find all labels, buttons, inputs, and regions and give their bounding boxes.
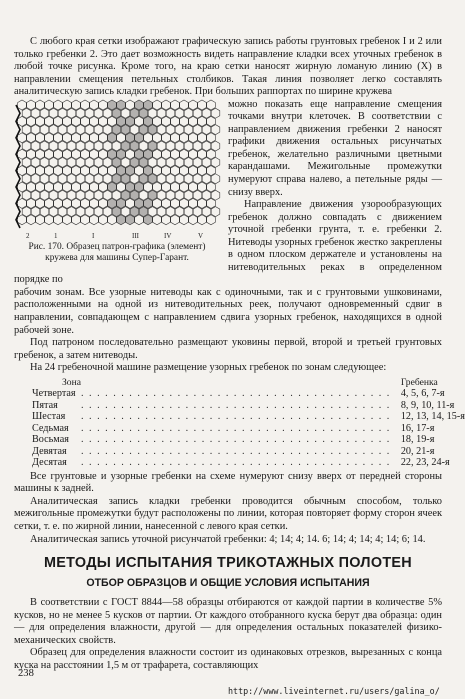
side-paragraph-1: можно показать еще направление смещения точками внутри клеточек. В соответствии с направлением движения гребенки 2 наносят графики движения остальных рисунчатых гребенок, желательно различными цветными карандашами. Межигольные промежутки нумеруют справа налево, а петельные ряды — снизу вверх. [228,98,442,198]
leader-dots: ....................................... [81,457,395,469]
figure-scale-label: I [92,231,95,240]
zone-combs: 4, 5, 6, 7-я [400,388,445,400]
table-row [32,411,465,423]
zone-combs: 18, 19-я [400,434,435,446]
zone-name: Пятая [32,399,58,411]
combs-column-header: Гребенка [400,376,438,388]
zone-column-header: Зона [62,376,81,388]
table-row [32,434,465,446]
paragraph-numbering: Все грунтовые и узорные гребенки на схеме нумеруют снизу вверх от передней стороны машины к задней. [14,470,442,495]
zone-name: Четвертая [32,388,76,400]
table-row [32,400,465,412]
zone-name: Седьмая [32,422,69,434]
zone-combs: 12, 13, 14, 15-я [400,411,465,423]
zone-combs: 16, 17-я [400,422,435,434]
leader-dots: ....................................... [81,388,395,400]
zones-table [32,377,465,469]
leader-dots: ....................................... [81,411,395,423]
document-page [14,36,465,672]
paragraph-formula: Аналитическая запись уточной рисунчатой гребенки: 4; 14; 4; 14. 6; 14; 4; 14; 4; 14; 6; 14. [30,533,426,545]
leader-dots: ....................................... [81,434,395,446]
paragraph-order: Под патроном последовательно размещают уковины первой, второй и третьей грунтовых гребенок, а затем нитеводы. [14,337,442,361]
table-row [32,457,465,469]
leader-dots: ....................................... [81,445,395,457]
zone-name: Восьмая [32,434,69,446]
table-row [32,388,465,400]
paragraph-analytic: Аналитическая запись кладки гребенки проводится обычным способом, только межигольные промежутки будут расположены по линии, которая повторяет форму сторон ячеек сетки, т. е. по жирной линии, нанесенной с левого края сетки. [14,495,442,532]
leader-dots: ....................................... [81,422,395,434]
figure-caption: Рис. 170. Образец патрон-графика (элемент) кружева для машины Супер-Гарант. [28,241,206,263]
figure-scale-label: 2 [26,231,30,240]
intro-paragraph: С любого края сетки изображают графическую запись работы грунтовых гребенок I и 2 или только гребенки 2. Это дает возможность видеть направление кладки всех уточных гребенок в любой точке рисунка. Кроме того, на краю сетки наносят жирную ломаную линию (X) в направлении смещения петельных столбиков. Такая линия позволяет легко составлять аналитическую запись кладки гребенок. При больших раппортах по ширине кружева [14,36,442,98]
hex-mesh [18,100,220,225]
figure-scale-label: V [198,231,204,240]
table-row [32,446,465,458]
page-number: 238 [18,668,34,679]
subsection-heading: ОТБОР ОБРАЗЦОВ И ОБЩИЕ УСЛОВИЯ ИСПЫТАНИЯ [86,577,370,590]
paragraph-work-zones: рабочим зонам. Все узорные нитеводы как с одиночными, так и с грунтовыми ушковинами, расположенными на одной из нитеводительных реек, получают одновременный сдвиг в направлении, совпадающем с направлением сдвига узорных гребенок, находящихся в одной рабочей зоне. [14,286,442,336]
figure-scale-label: 1 [54,231,58,240]
paragraph-zones-intro: На 24 гребеночной машине размещение узорных гребенок по зонам следующее: [30,362,387,374]
figure-section [14,99,442,337]
paragraph-gost: В соответствии с ГОСТ 8844—58 образцы отбираются от каждой партии в количестве 5% кусков, но не менее 5 кусков от партии. От каждого отобранного куска берут два образца: один — для определения влажности, другой — для определения остальных показателей физико-механических свойств. [14,597,442,646]
zone-name: Девятая [32,445,67,457]
zone-combs: 22, 23, 24-я [400,457,450,469]
side-paragraph-2: Направление движения узорообразующих гребенок должно совпадать с движением уточной гребенки грунта, т. е. гребенки 2. Нитеводы узорных гребенок жестко закреплены в одном плоском держателе и установлены на нитеводительных реках в определенном порядке по [14,199,442,286]
watermark-url: http://www.liveinternet.ru/users/galina_o/ [228,686,440,696]
zone-combs: 20, 21-я [400,445,435,457]
figure-scale-label: III [132,231,139,240]
zone-name: Шестая [32,411,66,423]
section-heading: МЕТОДЫ ИСПЫТАНИЯ ТРИКОТАЖНЫХ ПОЛОТЕН [44,555,412,572]
zone-combs: 8, 9, 10, 11-я [400,399,455,411]
paragraph-last: Образец для определения влажности состоит из одинаковых отрезков, вырезанных с конца куска на расстоянии 1,5 м от трафарета, составляющих [14,647,442,671]
table-row [32,423,465,435]
figure-170 [14,99,220,264]
zone-name: Десятая [32,457,67,469]
zones-table-header [32,377,465,389]
leader-dots: ....................................... [81,399,395,411]
pattern-graph-image [14,99,220,241]
figure-scale-label: IV [164,231,172,240]
